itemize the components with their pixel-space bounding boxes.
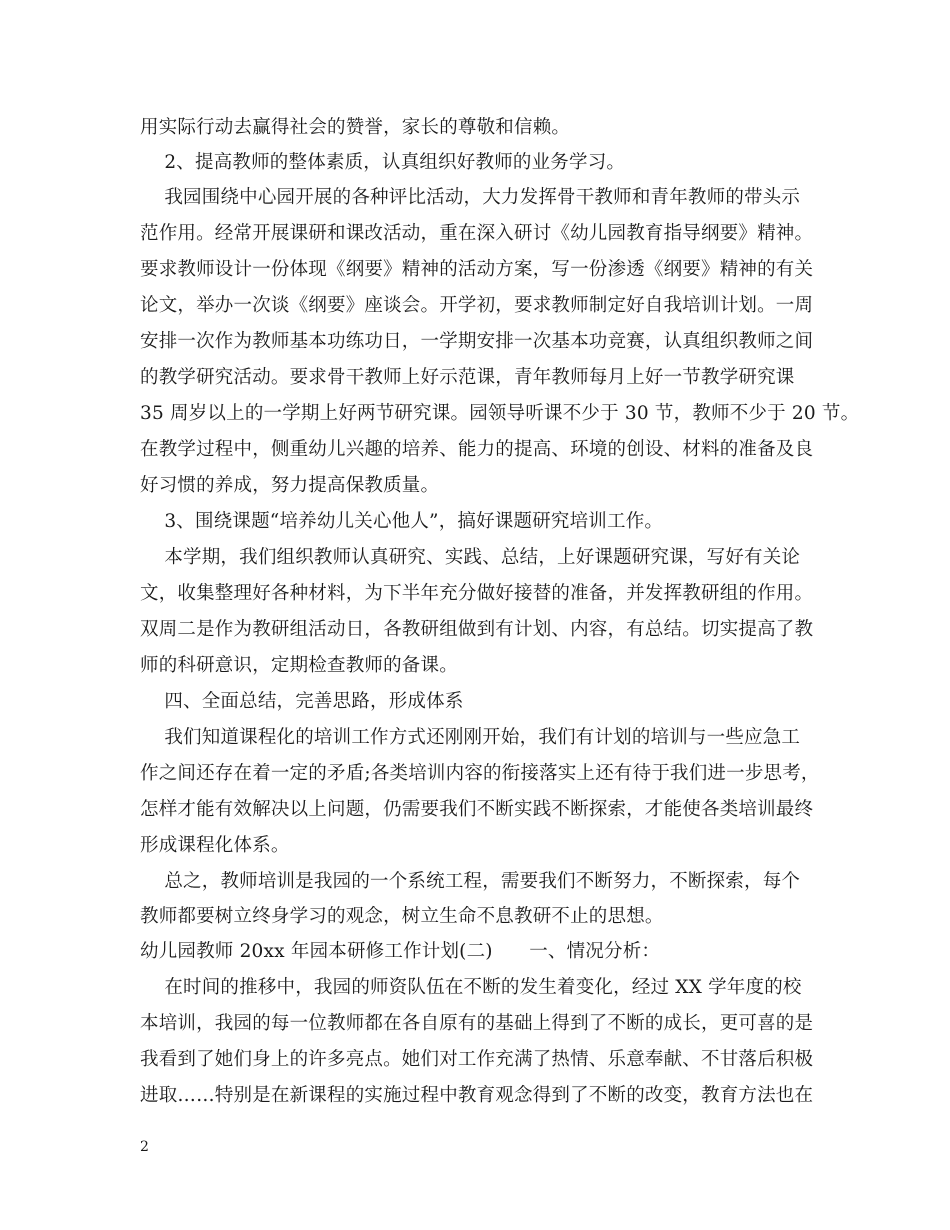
text-line: 用实际行动去赢得社会的赞誉，家长的尊敬和信赖。 xyxy=(140,117,571,138)
text-line: 怎样才能有效解决以上问题，仍需要我们不断实践不断探索，才能使各类培训最终 xyxy=(140,799,814,820)
text-line: 的教学研究活动。要求骨干教师上好示范课，青年教师每月上好一节教学研究课 xyxy=(140,367,795,388)
text-line: 教师都要树立终身学习的观念，树立生命不息教研不止的思想。 xyxy=(140,906,664,927)
text-line: 在时间的推移中，我园的师资队伍在不断的发生着变化，经过 XX 学年度的校 xyxy=(140,977,802,998)
text-line: 安排一次作为教师基本功练功日，一学期安排一次基本功竞赛，认真组织教师之间 xyxy=(140,331,814,352)
text-line: 范作用。经常开展课研和课改活动，重在深入研讨《幼儿园教育指导纲要》精神。 xyxy=(140,223,814,244)
text-line: 35 周岁以上的一学期上好两节研究课。园领导听课不少于 30 节，教师不少于 20 节。 xyxy=(140,403,860,424)
text-line: 师的科研意识，定期检查教师的备课。 xyxy=(140,655,458,676)
text-line: 进取……特别是在新课程的实施过程中教育观念得到了不断的改变，教育方法也在 xyxy=(140,1085,814,1106)
text-line: 本学期，我们组织教师认真研究、实践、总结，上好课题研究课，写好有关论 xyxy=(140,547,801,568)
text-line: 文，收集整理好各种材料，为下半年充分做好接替的准备，并发挥教研组的作用。 xyxy=(140,583,814,604)
text-line: 在教学过程中，侧重幼儿兴趣的培养、能力的提高、环境的创设、材料的准备及良 xyxy=(140,439,814,460)
text-line: 3、围绕课题“培养幼儿关心他人”，搞好课题研究培训工作。 xyxy=(140,511,664,532)
text-line: 本培训，我园的每一位教师都在各自原有的基础上得到了不断的成长，更可喜的是 xyxy=(140,1013,814,1034)
text-line: 总之，教师培训是我园的一个系统工程，需要我们不断努力，不断探索，每个 xyxy=(140,871,801,892)
text-line: 论文，举办一次谈《纲要》座谈会。开学初，要求教师制定好自我培训计划。一周 xyxy=(140,295,814,316)
text-line: 好习惯的养成，努力提高保教质量。 xyxy=(140,475,440,496)
text-line: 2、提高教师的整体素质，认真组织好教师的业务学习。 xyxy=(140,152,626,173)
text-line: 双周二是作为教研组活动日，各教研组做到有计划、内容，有总结。切实提高了教 xyxy=(140,619,814,640)
text-line: 作之间还存在着一定的矛盾;各类培训内容的衔接落实上还有待于我们进一步思考， xyxy=(140,763,820,784)
text-line: 我园围绕中心园开展的各种评比活动，大力发挥骨干教师和青年教师的带头示 xyxy=(140,187,801,208)
page-number: 2 xyxy=(140,1139,149,1155)
text-line: 形成课程化体系。 xyxy=(140,835,290,856)
text-line: 四、全面总结，完善思路，形成体系 xyxy=(140,691,464,712)
text-line: 幼儿园教师 20xx 年园本研修工作计划(二) 一、情况分析： xyxy=(140,941,661,962)
text-line: 我看到了她们身上的许多亮点。她们对工作充满了热情、乐意奉献、不甘落后积极 xyxy=(140,1049,814,1070)
text-line: 我们知道课程化的培训工作方式还刚刚开始，我们有计划的培训与一些应急工 xyxy=(140,727,801,748)
text-line: 要求教师设计一份体现《纲要》精神的活动方案，写一份渗透《纲要》精神的有关 xyxy=(140,259,814,280)
